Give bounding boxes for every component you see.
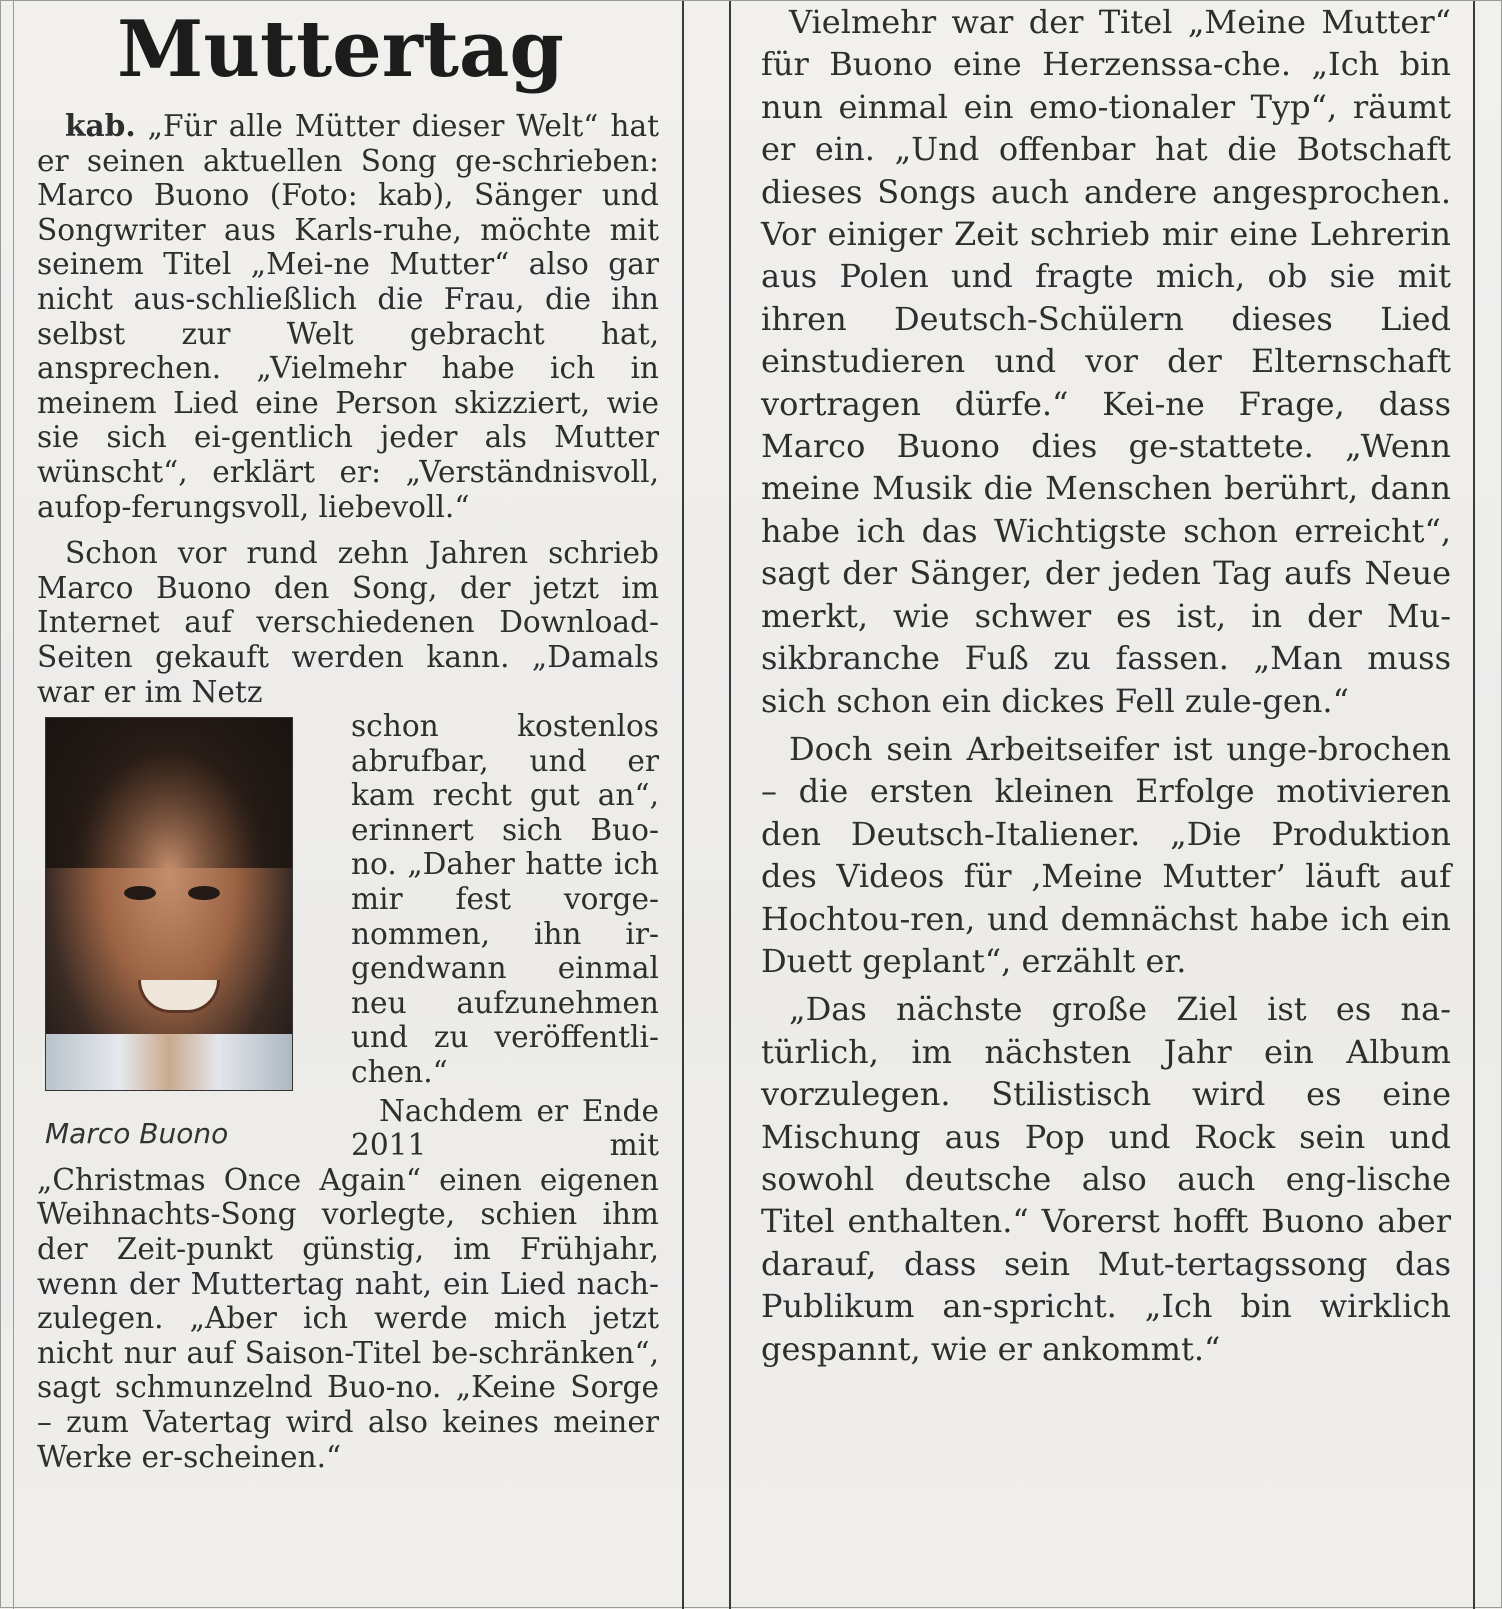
column-rule-left: [682, 1, 684, 1609]
paragraph-1: [37, 109, 659, 524]
article-left-column: [37, 1, 659, 1474]
column-rule-right: [1473, 1, 1475, 1609]
paragraph-5: Doch sein Arbeitseifer ist unge-brochen – die ersten kleinen Erfolge motivieren den Deutsch-Italiener. „Die Produktion des Videos für ‚Meine Mutter’ läuft auf Hochtou-ren, und demnächst habe ich ein Duett geplant“, erzählt er.: [761, 729, 1451, 980]
photo-caption: Marco Buono: [45, 1117, 229, 1151]
paragraph-2: Schon vor rund zehn Jahren schrieb Marco Buono den Song, der jetzt im Internet auf verschiedenen Download-Seiten gekauft werden kann. „Damals war er im Netz: [37, 536, 659, 709]
photo-block: [45, 717, 321, 1150]
paragraph-1-text: „Für alle Mütter dieser Welt“ hat er seinen aktuellen Song ge-schrieben: Marco Buono (Foto: kab), Sänger und Songwriter aus Karls-ruhe, möchte mit seinem Titel „Mei-ne Mutter“ also gar nicht aus-schließlich die Frau, die ihn selbst zur Welt gebracht hat, ansprechen. „Vielmehr habe ich in meinem Lied eine Person skizziert, wie sie sich ei-gentlich jeder als Mutter wünscht“, erklärt er: „Verständnisvoll, aufop-ferungsvoll, liebevoll.“: [37, 109, 659, 524]
photo-eye-left: [124, 886, 156, 900]
paragraph-3: Nachdem er Ende 2011 mit „Christmas Once Again“ einen eigenen Weihnachts-Song vorlegte, schien ihm der Zeit-punkt günstig, im Frühjahr, wenn der Muttertag naht, ein Lied nach-zulegen. „Aber ich werde mich jetzt nicht nur auf Saison-Titel be-schränken“, sagt schmunzelnd Buo-no. „Keine Sorge – zum Vatertag wird also keines meiner Werke er-scheinen.“: [37, 1093, 659, 1474]
edge-rule: [13, 1, 14, 1609]
portrait-photo: [45, 717, 293, 1091]
photo-shirt: [46, 1034, 292, 1090]
paragraph-2-continued: schon kostenlos abrufbar, und er kam recht gut an“, erinnert sich Buo-no. „Daher hatte ich mir fest vorge-nommen, ihn ir-gendwann einmal neu aufzunehmen und zu veröffentli-chen.“: [351, 709, 659, 1090]
headline: Muttertag: [117, 4, 564, 95]
paragraph-4: Vielmehr war der Titel „Meine Mutter“ für Buono eine Herzenssa-che. „Ich bin nun einmal ein emo-tionaler Typ“, räumt er ein. „Und offenbar hat die Botschaft dieses Songs auch andere angesprochen. Vor einiger Zeit schrieb mir eine Lehrerin aus Polen und fragte mich, ob sie mit ihren Deutsch-Schülern dieses Lied einstudieren und vor der Elternschaft vortragen dürfe.“ Kei-ne Frage, dass Marco Buono dies ge-stattete. „Wenn meine Musik die Menschen berührt, dann habe ich das Wichtigste schon erreicht“, sagt der Sänger, der jeden Tag aufs Neue merkt, wie schwer es ist, in der Mu-sikbranche Fuß zu fassen. „Man muss sich schon ein dickes Fell zule-gen.“: [761, 3, 1451, 720]
paragraph-6: „Das nächste große Ziel ist es na-türlich, im nächsten Jahr ein Album vorzulegen. Stilistisch wird es eine Mischung aus Pop und Rock sein und sowohl deutsche also auch eng-lische Titel enthalten.“ Vorerst hofft Buono aber darauf, dass sein Mut-tertagssong das Publikum an-spricht. „Ich bin wirklich gespannt, wie er ankommt.“: [761, 990, 1451, 1368]
photo-smile: [138, 980, 220, 1013]
column-rule-middle: [729, 1, 731, 1609]
photo-eye-right: [188, 886, 220, 900]
article-right-column: [761, 1, 1451, 1370]
author-tag: kab.: [65, 108, 136, 143]
photo-hair-shape: [46, 718, 292, 868]
